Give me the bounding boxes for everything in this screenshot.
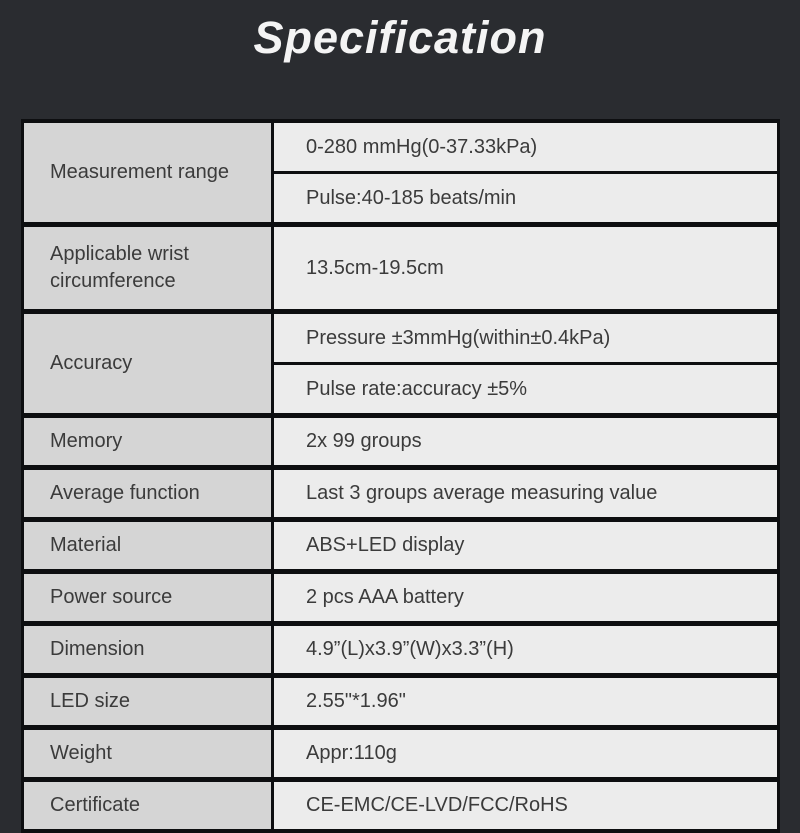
spec-row-material <box>23 520 779 572</box>
spec-value-power-source: 2 pcs AAA battery <box>273 572 779 624</box>
spec-value-material: ABS+LED display <box>273 520 779 572</box>
spec-value-wrist-circumference: 13.5cm-19.5cm <box>273 225 779 312</box>
page-title: Specification <box>253 12 547 63</box>
spec-value-memory: 2x 99 groups <box>273 416 779 468</box>
spec-label-material: Material <box>23 520 273 572</box>
spec-value-dimension: 4.9”(L)x3.9”(W)x3.3”(H) <box>273 624 779 676</box>
spec-value-accuracy-pulse: Pulse rate:accuracy ±5% <box>273 364 779 416</box>
spec-row-led-size <box>23 676 779 728</box>
spec-row-memory <box>23 416 779 468</box>
spec-label-led-size: LED size <box>23 676 273 728</box>
spec-label-measurement-range: Measurement range <box>23 121 273 225</box>
spec-value-weight: Appr:110g <box>273 728 779 780</box>
specification-table <box>21 119 780 833</box>
spec-value-measurement-range-pressure: 0-280 mmHg(0-37.33kPa) <box>273 121 779 173</box>
spec-row-certificate <box>23 780 779 832</box>
spec-row-measurement-range <box>23 121 779 173</box>
spec-value-certificate: CE-EMC/CE-LVD/FCC/RoHS <box>273 780 779 832</box>
spec-value-led-size: 2.55"*1.96" <box>273 676 779 728</box>
spec-label-accuracy: Accuracy <box>23 312 273 416</box>
spec-row-dimension <box>23 624 779 676</box>
spec-label-wrist-circumference: Applicable wrist circumference <box>23 225 273 312</box>
spec-value-measurement-range-pulse: Pulse:40-185 beats/min <box>273 173 779 225</box>
spec-value-accuracy-pressure: Pressure ±3mmHg(within±0.4kPa) <box>273 312 779 364</box>
spec-row-accuracy <box>23 312 779 364</box>
spec-label-memory: Memory <box>23 416 273 468</box>
spec-label-weight: Weight <box>23 728 273 780</box>
spec-value-average-function: Last 3 groups average measuring value <box>273 468 779 520</box>
spec-label-power-source: Power source <box>23 572 273 624</box>
spec-label-certificate: Certificate <box>23 780 273 832</box>
spec-label-dimension: Dimension <box>23 624 273 676</box>
spec-row-wrist-circumference <box>23 225 779 312</box>
spec-label-average-function: Average function <box>23 468 273 520</box>
spec-row-average-function <box>23 468 779 520</box>
spec-row-power-source <box>23 572 779 624</box>
spec-row-weight <box>23 728 779 780</box>
